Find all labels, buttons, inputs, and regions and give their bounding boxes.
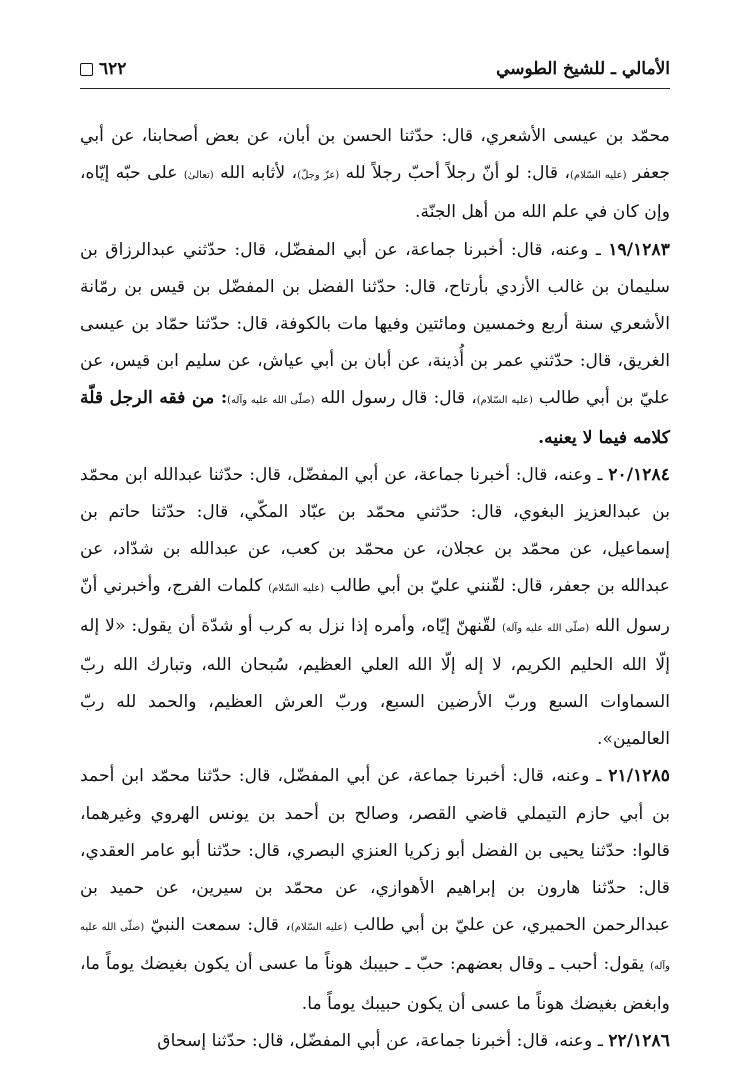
header-divider — [80, 88, 670, 89]
body-text: ، قال: سمعت النبيّ — [144, 915, 291, 936]
paragraph — [80, 232, 670, 457]
page-body — [80, 118, 670, 1060]
honorific: (عزّ وجلّ) — [297, 170, 340, 182]
hadith-number: ٢٠/١٢٨٤ — [608, 464, 670, 485]
paragraph — [80, 457, 670, 759]
book-title: الأمالي ـ للشيخ الطوسي — [496, 59, 670, 79]
square-ornament-icon — [80, 63, 93, 76]
honorific: (عليه السّلام) — [570, 170, 627, 182]
honorific: (عليه السّلام) — [268, 583, 325, 595]
body-text: ـ وعنه، قال: أخبرنا جماعة، عن أبي المفضّل، قال: حدّثنا محمّد ابن أحمد بن أبي حازم التيملي قاضي القصر، وصالح بن أحمد بن يونس الهروي وغيرهما، قالوا: حدّثنا يحيى بن الفضل أبو زكريا العنزي البصري، قال: حدّثنا أبو عامر العقدي، قال: حدّثنا هارون بن إبراهيم الأهوازي، عن محمّد بن سيرين، عن حميد بن عبدالرحمن الحميري، عن عليّ بن أبي طالب — [80, 766, 670, 936]
paragraph — [80, 758, 670, 1022]
body-text: يقول: أحبب ـ وقال بعضهم: حبّ ـ حبيبك هوناً ما عسى أن يكون بغيضك يوماً ما، وابغض بغيضك هوناً ما عسى أن يكون حبيبك يوماً ما. — [80, 954, 670, 1014]
body-text: كلمات الفرج، وأخبرني أنّ رسول الله — [80, 576, 670, 636]
honorific: (عليه السّلام) — [476, 395, 533, 407]
honorific: (تعالىٰ) — [183, 170, 214, 182]
body-text: لقّنهنّ إيّاه، وأمره إذا نزل به كرب أو شدّة أن يقول: «لا إله إلّا الله الحليم الكريم، لا إله إلّا الله العلي العظيم، سُبحان الله، وتبارك الله ربّ السماوات السبع وربّ الأرضين السبع، وربّ العرش العظيم، والحمد لله ربّ العالمين». — [80, 615, 670, 750]
paragraph — [80, 1023, 670, 1060]
hadith-number: ٢١/١٢٨٥ — [608, 766, 670, 787]
body-text: ـ وعنه، قال: أخبرنا جماعة، عن أبي المفضّل، قال: حدّثنا إسحاق — [157, 1030, 609, 1051]
page-number-group — [80, 59, 126, 79]
honorific: (عليه السّلام) — [290, 922, 348, 934]
hadith-number: ١٩/١٢٨٣ — [608, 239, 670, 260]
paragraph — [80, 118, 670, 232]
body-text: ، قال: قال رسول الله — [314, 388, 477, 409]
body-text: ـ وعنه، قال: أخبرنا جماعة، عن أبي المفضّل، قال: حدّثني عبدالرزاق بن سليمان بن غالب الأزدي بأرتاح، قال: حدّثنا الفضل بن المفضّل بن قيس بن رمّانة الأشعري سنة أربع وخمسين ومائتين وفيها مات بالكوفة، قال: حدّثنا حمّاد بن عيسى الغريق، قال: حدّثني عمر بن أُذينة، عن أبان بن أبي عياش، عن سليم ابن قيس، عن عليّ بن أبي طالب — [80, 239, 671, 409]
honorific: (صلّى الله عليه وآله) — [227, 395, 315, 407]
honorific: (صلّى الله عليه وآله) — [80, 922, 670, 973]
page-number: ٦٢٢ — [99, 59, 127, 79]
hadith-quote: : من فقه الرجل قلّة كلامه فيما لا يعنيه. — [80, 388, 670, 448]
body-text: ، لأثابه الله — [213, 163, 298, 184]
body-text: ، قال: لو أنّ رجلاً أحبّ رجلاً لله — [339, 163, 570, 184]
body-text: على حبّه إيّاه، وإن كان في علم الله من أهل الجنّة. — [80, 163, 670, 223]
body-text: ـ وعنه، قال: أخبرنا جماعة، عن أبي المفضّل، قال: حدّثنا عبدالله ابن محمّد بن عبدالعزيز البغوي، قال: حدّثني محمّد بن عبّاد المكّي، قال: حدّثنا حاتم بن إسماعيل، عن محمّد بن عجلان، عن محمّد بن كعب، عن عبدالله بن شدّاد، عن عبدالله بن جعفر، قال: لقّنني عليّ بن أبي طالب — [80, 464, 671, 597]
body-text: محمّد بن عيسى الأشعري، قال: حدّثنا الحسن بن أبان، عن بعض أصحابنا، عن أبي جعفر — [80, 126, 670, 184]
hadith-number: ٢٢/١٢٨٦ — [608, 1030, 670, 1051]
page-header — [80, 52, 670, 86]
honorific: (صلّى الله عليه وآله) — [502, 622, 590, 634]
